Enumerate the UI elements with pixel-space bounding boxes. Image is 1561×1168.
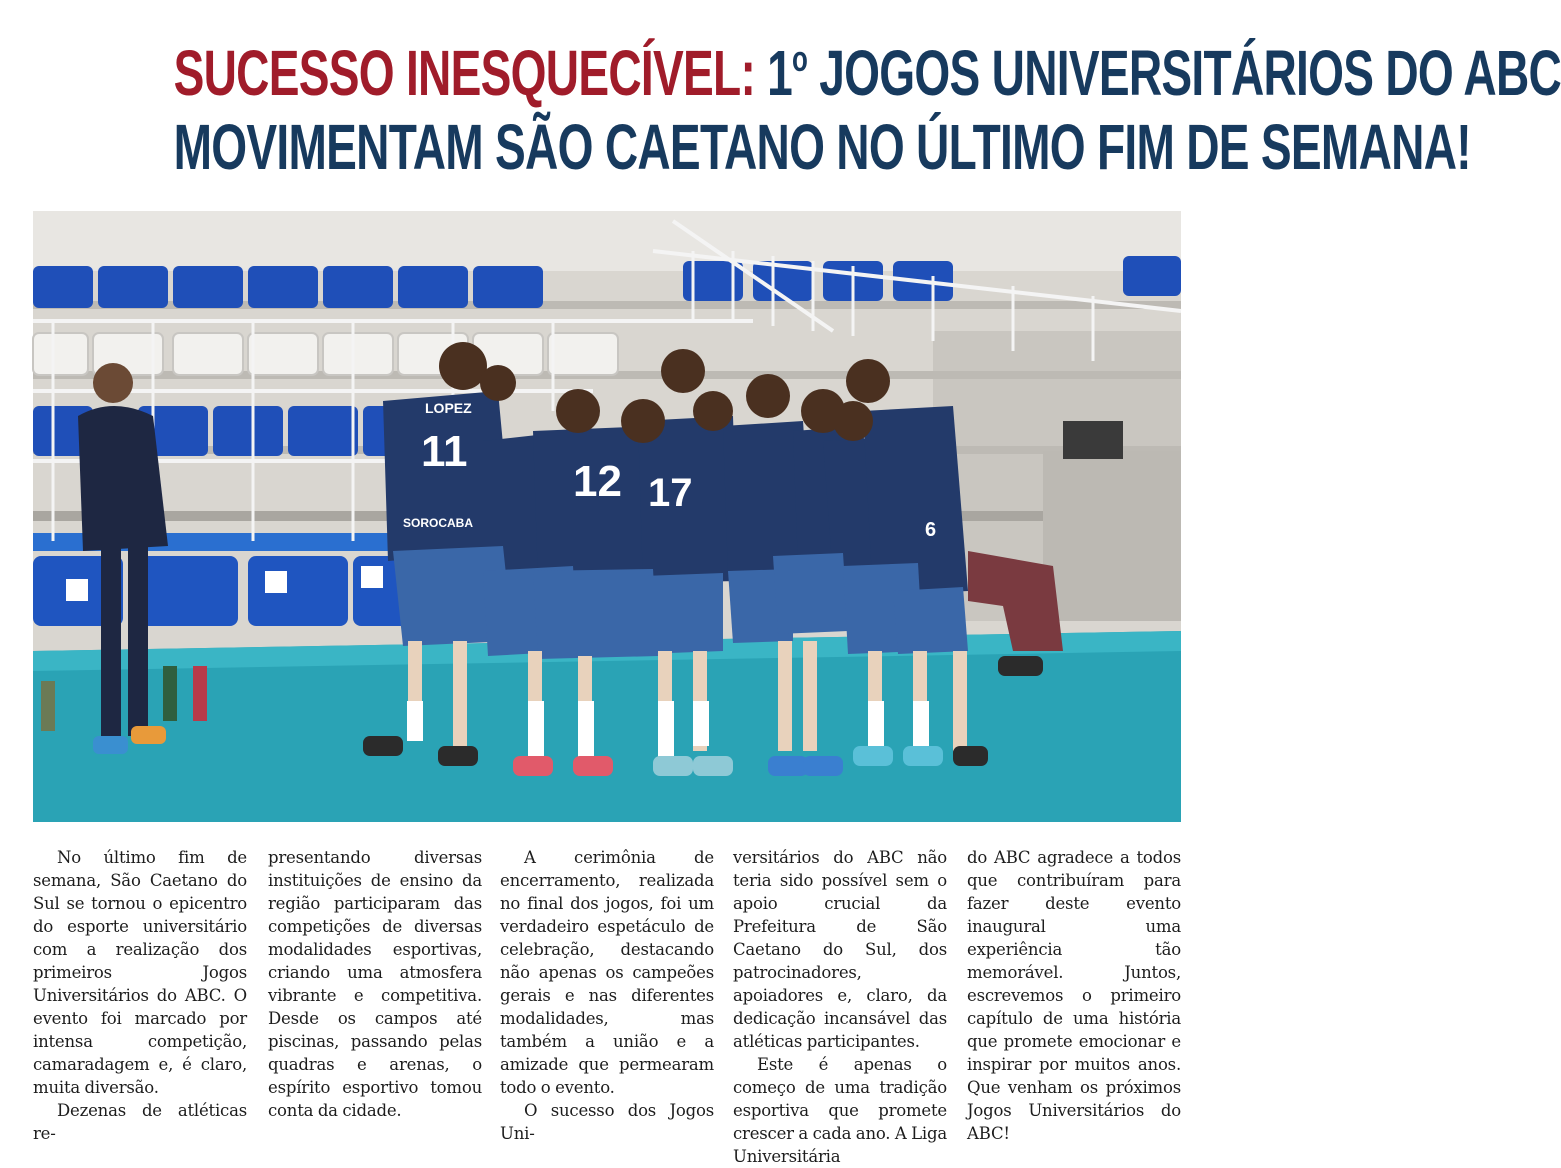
headline-line-2: MOVIMENTAM SÃO CAETANO NO ÚLTIMO FIM DE SEMANA! xyxy=(173,111,1471,183)
paragraph: presentando diversas instituições de ensino da região participaram das competições de diversas modalidades esportivas, criando uma atmosfera vibrante e competitiva. Desde os campos até piscinas, passando pelas quadras e arenas, o espírito esportivo tomou conta da cidade. xyxy=(268,848,482,1120)
paragraph: Este é apenas o começo de uma tradição esportiva que promete crescer a cada ano. A Liga Universitária xyxy=(733,1055,947,1166)
paragraph: O sucesso dos Jogos Uni- xyxy=(500,1101,714,1143)
paragraph: Dezenas de atléticas re- xyxy=(33,1101,247,1143)
article-column-2 xyxy=(268,846,482,1122)
paragraph: do ABC agradece a todos que contribuíram para fazer deste evento inaugural uma experiência tão memorável. Juntos, escrevemos o primeiro capítulo de uma história que promete emocionar e inspirar por muitos anos. Que venham os próximos Jogos Universitários do ABC! xyxy=(967,848,1181,1143)
jersey-number-6: 6 xyxy=(925,519,937,541)
paragraph: A cerimônia de encerramento, realizada no final dos jogos, foi um verdadeiro espetáculo de celebração, destacando não apenas os campeões gerais e nas diferentes modalidades, mas também a união e a amizade que permearam todo o evento. xyxy=(500,848,714,1097)
article-column-3 xyxy=(500,846,714,1145)
article-photo xyxy=(33,211,1181,822)
paragraph: No último fim de semana, São Caetano do Sul se tornou o epicentro do esporte universitário com a realização dos primeiros Jogos Universitários do ABC. O evento foi marcado por intensa competição, camaradagem e, é claro, muita diversão. xyxy=(33,848,247,1097)
jersey-number-12: 12 xyxy=(573,457,622,506)
jersey-number-17: 17 xyxy=(648,471,693,515)
jersey-name-lopez: LOPEZ xyxy=(425,400,472,416)
paragraph: versitários do ABC não teria sido possível sem o apoio crucial da Prefeitura de São Caetano do Sul, dos patrocinadores, apoiadores e, claro, da dedicação incansável das atléticas participantes. xyxy=(733,848,947,1051)
article-column-4 xyxy=(733,846,947,1168)
headline-highlight: SUCESSO INESQUECÍVEL: xyxy=(173,37,756,109)
headline-continuation: JOGOS UNIVERSITÁRIOS DO ABC xyxy=(819,37,1561,109)
article-column-5 xyxy=(967,846,1181,1145)
article-body xyxy=(33,846,1181,1166)
jersey-number-11: 11 xyxy=(421,427,468,476)
article-column-1 xyxy=(33,846,247,1145)
headline-line-1 xyxy=(173,20,1561,112)
jersey-text-sorocaba: SOROCABA xyxy=(403,516,474,530)
headline-ordinal: o xyxy=(792,38,808,79)
headline-number: 1 xyxy=(767,37,793,109)
